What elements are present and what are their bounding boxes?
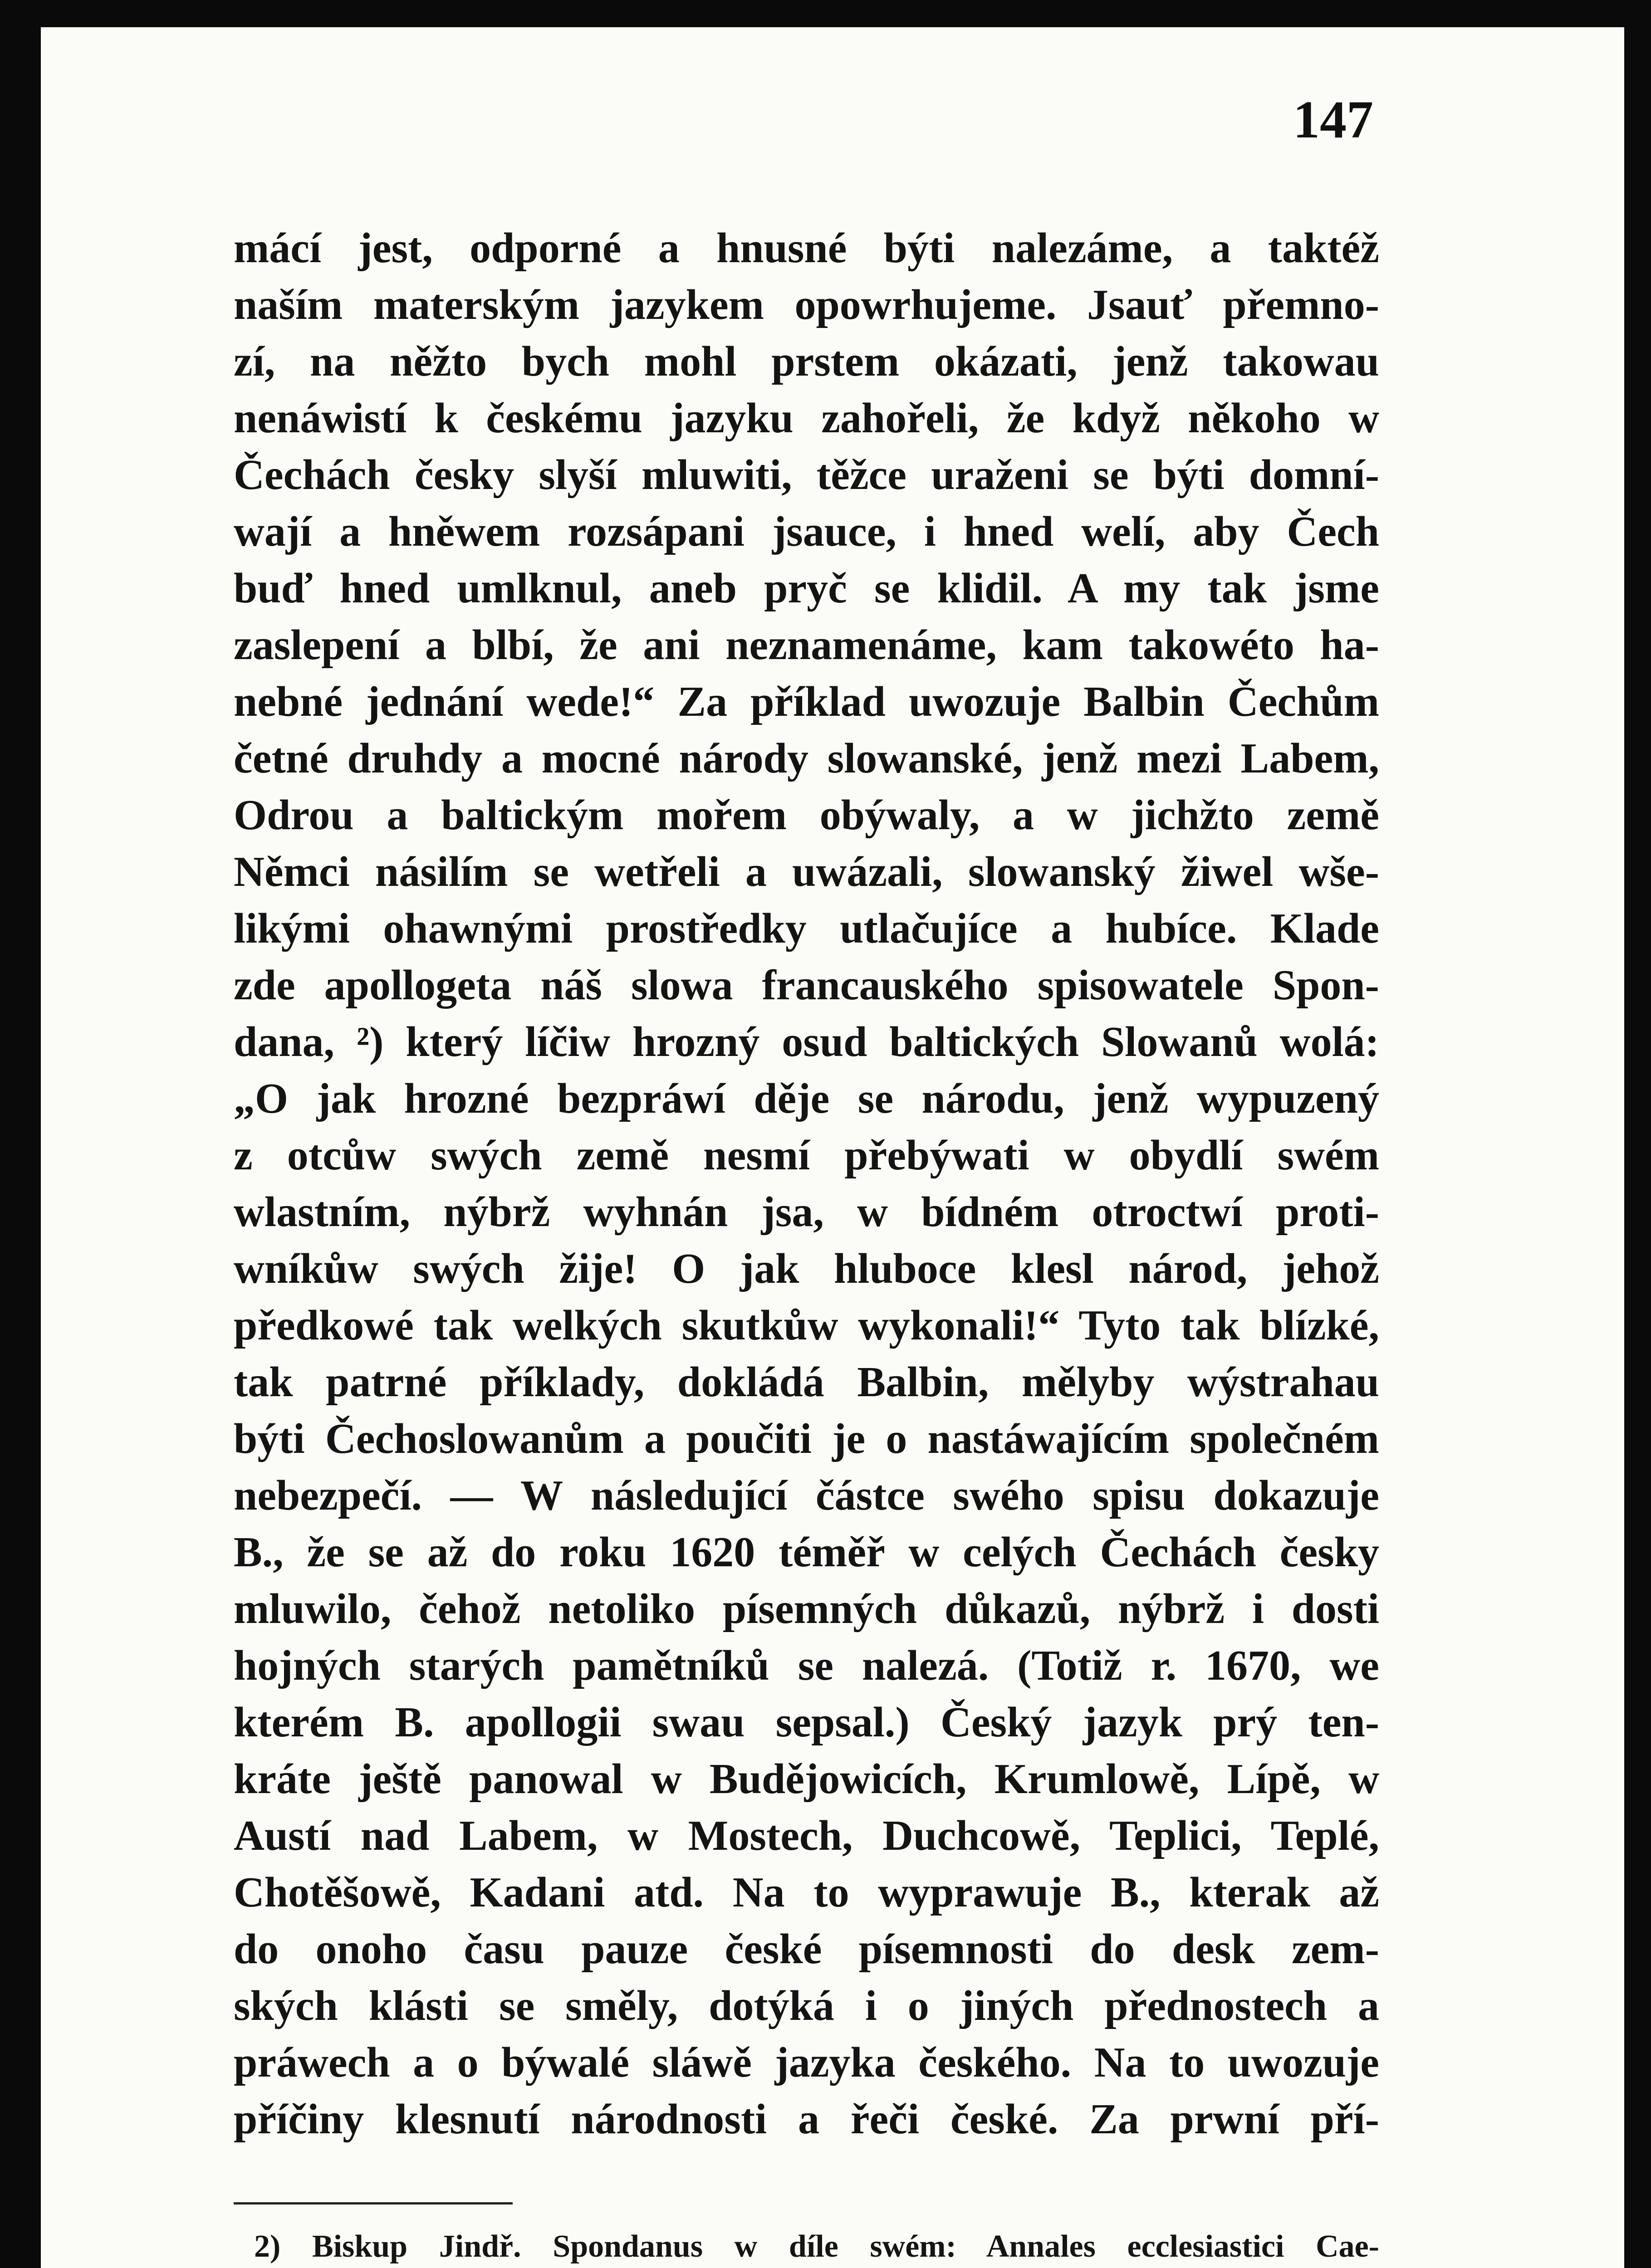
text-line: zí, na něžto bych mohl prstem okázati, jenž takowau — [234, 338, 1379, 385]
text-line: buď hned umlknul, aneb pryč se klidil. A my tak jsme — [234, 565, 1379, 612]
footnotes — [234, 2223, 1379, 2268]
text-line: zaslepení a blbí, že ani neznamenáme, kam takowéto ha- — [234, 621, 1379, 669]
text-line: práwech a o býwalé sláwě jazyka českého. Na to uwozuje — [234, 2039, 1379, 2086]
text-line: kráte ještě panowal w Budějowicích, Krumlowě, Lípě, w — [234, 1755, 1379, 1803]
text-line: kterém B. apollogii swau sepsal.) Český jazyk prý ten- — [234, 1699, 1379, 1746]
text-line: nebné jednání wede!“ Za příklad uwozuje Balbin Čechům — [234, 678, 1379, 725]
text-line: zde apollogeta náš slowa francauského spisowatele Spon- — [234, 962, 1379, 1009]
text-line: Chotěšowě, Kadani atd. Na to wyprawuje B., kterak až — [234, 1869, 1379, 1916]
text-line: naším materským jazykem opowrhujeme. Jsauť přemno- — [234, 281, 1379, 328]
text-line: mluwilo, čehož netoliko písemných důkazů, nýbrž i dosti — [234, 1585, 1379, 1633]
text-line: nebezpečí. — W následující částce swého spisu dokazuje — [234, 1472, 1379, 1519]
text-line: předkowé tak welkých skutkůw wykonali!“ Tyto tak blízké, — [234, 1302, 1379, 1349]
text-line: Čechách česky slyší mluwiti, těžce uraženi se býti domní- — [234, 451, 1379, 499]
main-text — [234, 220, 1379, 2148]
footnote-divider — [234, 2202, 513, 2204]
text-line: četné druhdy a mocné národy slowanské, jenž mezi Labem, — [234, 735, 1379, 782]
text-line: dana, ²) který líčiw hrozný osud baltických Slowanů wolá: — [234, 1018, 1379, 1066]
page-number: 147 — [1293, 90, 1373, 149]
text-line: ských klásti se směly, dotýká i o jiných přednostech a — [234, 1982, 1379, 2029]
text-line: hojných starých pamětníků se nalezá. (Totiž r. 1670, we — [234, 1642, 1379, 1689]
text-line: Austí nad Labem, w Mostech, Duchcowě, Teplici, Teplé, — [234, 1812, 1379, 1859]
text-line: wlastním, nýbrž wyhnán jsa, w bídném otroctwí proti- — [234, 1188, 1379, 1236]
text-line: B., že se až do roku 1620 téměř w celých Čechách česky — [234, 1529, 1379, 1576]
text-line: wají a hněwem rozsápani jsauce, i hned welí, aby Čech — [234, 508, 1379, 555]
text-line: tak patrné příklady, dokládá Balbin, mělyby wýstrahau — [234, 1359, 1379, 1406]
text-line: mácí jest, odporné a hnusné býti nalezáme, a taktéž — [234, 225, 1379, 272]
text-line: Němci násilím se wetřeli a uwázali, slowanský žiwel wše- — [234, 848, 1379, 895]
footnote-line: 2) Biskup Jindř. Spondanus w díle swém: Annales ecclesiastici Cae- — [254, 2229, 1379, 2264]
text-line: z otcůw swých země nesmí přebýwati w obydlí swém — [234, 1132, 1379, 1179]
text-line: příčiny klesnutí národnosti a řeči české. Za prwní pří- — [234, 2096, 1379, 2143]
text-line: Odrou a baltickým mořem obýwaly, a w jichžto země — [234, 792, 1379, 839]
text-line: nenáwistí k českému jazyku zahořeli, že když někoho w — [234, 395, 1379, 442]
text-line: „O jak hrozné bezpráwí děje se národu, jenž wypuzený — [234, 1075, 1379, 1122]
text-line: do onoho času pauze české písemnosti do desk zem- — [234, 1926, 1379, 1973]
text-line: likými ohawnými prostředky utlačujíce a hubíce. Klade — [234, 905, 1379, 952]
text-line: wníkůw swých žije! O jak hluboce klesl národ, jehož — [234, 1245, 1379, 1292]
text-line: býti Čechoslowanům a poučiti je o nastáwajícím společném — [234, 1415, 1379, 1462]
